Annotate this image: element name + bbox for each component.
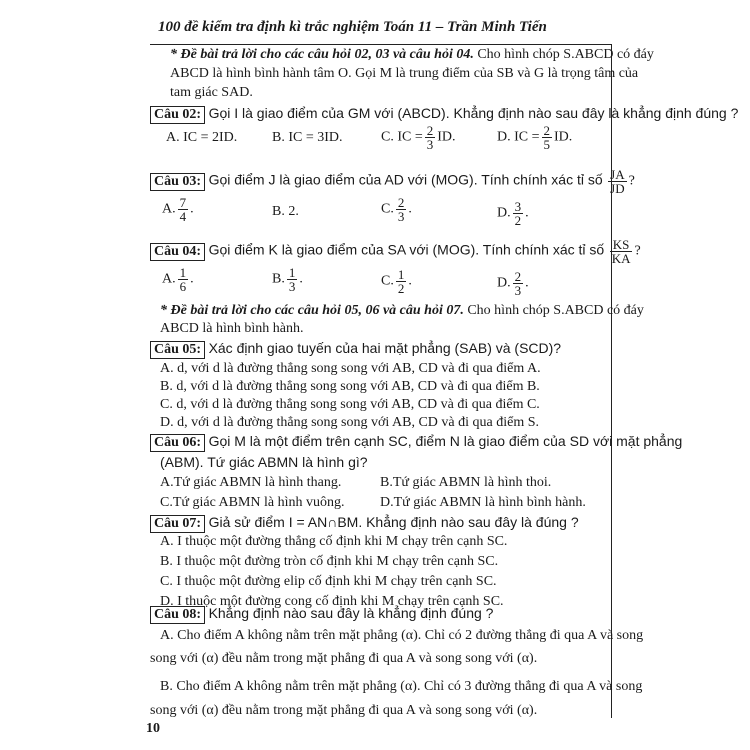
question-02-label: Câu 02: xyxy=(150,106,205,124)
q04-b-fraction xyxy=(287,266,298,293)
intro-2-text-1: Cho hình chóp S.ABCD có đáy xyxy=(467,303,644,318)
question-07 xyxy=(150,513,579,533)
q04-d-label: D. xyxy=(497,275,511,291)
q03-c-label: C. xyxy=(381,201,394,217)
question-08 xyxy=(150,604,493,624)
intro-1-text-1: Cho hình chóp S.ABCD có đáy xyxy=(477,47,654,62)
intro-2-star: * Đề bài trả lời cho các câu hỏi 05, 06 và câu hỏi 07. xyxy=(160,303,464,318)
q03-option-c: C. $\frac{2}{3}$ . xyxy=(381,195,412,224)
q03-ratio-denominator: JD xyxy=(610,181,625,196)
q02-option-d xyxy=(497,124,572,151)
q06-option-a: A.Tứ giác ABMN là hình thang. xyxy=(160,475,342,490)
q04-d-denominator: 3 xyxy=(514,283,522,298)
question-05-text: Xác định giao tuyến của hai mặt phẳng (SAB) và (SCD)? xyxy=(208,340,562,356)
page-number: 10 xyxy=(146,721,160,736)
q03-a-label: A. xyxy=(162,201,176,217)
q02-option-c xyxy=(381,124,456,151)
question-03-text: Gọi điểm J là giao điểm của AD với (MOG). Tính chính xác tỉ số xyxy=(208,171,603,188)
q07-option-d: D. I thuộc một đường cong cố định khi M chạy trên cạnh SC. xyxy=(160,594,504,609)
question-07-label: Câu 07: xyxy=(150,515,205,533)
question-05 xyxy=(150,339,561,359)
q02-c-fraction xyxy=(425,124,436,151)
question-08-label: Câu 08: xyxy=(150,606,205,624)
question-06 xyxy=(150,432,682,452)
q04-c-label: C. xyxy=(381,273,394,289)
intro-1-star: * Đề bài trả lời cho các câu hỏi 02, 03 và câu hỏi 04. xyxy=(170,47,474,62)
q03-d-numerator: 3 xyxy=(514,199,522,214)
q07-option-a: A. I thuộc một đường thẳng cố định khi M chạy trên cạnh SC. xyxy=(160,534,508,549)
q03-ratio-numerator: JA xyxy=(610,167,625,182)
q03-d-denominator: 2 xyxy=(514,213,522,228)
q04-option-a: A. $\frac{1}{6}$ . xyxy=(162,265,194,294)
question-07-text: Giả sử điểm I = AN∩BM. Khẳng định nào sau đây là đúng ? xyxy=(208,514,579,530)
q03-ratio-end: ? xyxy=(628,173,635,189)
q06-option-c: C.Tứ giác ABMN là hình vuông. xyxy=(160,495,345,510)
q06-option-b: B.Tứ giác ABMN là hình thoi. xyxy=(380,475,552,490)
question-03 xyxy=(150,168,635,195)
q03-c-numerator: 2 xyxy=(397,195,405,210)
q03-d-fraction xyxy=(513,200,524,227)
q08-option-b-line-1: B. Cho điểm A không nằm trên mặt phẳng (α). Chỉ có 3 đường thẳng đi qua A và song xyxy=(160,679,643,694)
q03-d-label: D. xyxy=(497,205,511,221)
q02-c-numerator: 2 xyxy=(426,123,434,138)
intro-1-line-1 xyxy=(170,46,654,64)
q04-d-fraction xyxy=(513,270,524,297)
q08-option-a-line-2: song với (α) đều nằm trong mặt phẳng đi qua A và song song với (α). xyxy=(150,651,538,666)
q03-option-d: D. $\frac{3}{2}$ . xyxy=(497,199,529,228)
q08-option-a-line-1: A. Cho điểm A không nằm trên mặt phẳng (α). Chỉ có 2 đường thẳng đi qua A và song xyxy=(160,628,644,643)
q06-option-d: D.Tứ giác ABMN là hình bình hành. xyxy=(380,495,586,510)
question-02 xyxy=(150,104,738,124)
q04-a-denominator: 6 xyxy=(179,279,187,294)
q04-b-numerator: 1 xyxy=(288,265,296,280)
q05-option-c: C. d, với d là đường thẳng song song với AB, CD và đi qua điểm C. xyxy=(160,397,540,412)
q04-a-fraction xyxy=(178,266,189,293)
q04-b-label: B. xyxy=(272,271,285,287)
question-05-label: Câu 05: xyxy=(150,341,205,359)
question-06-text-2: (ABM). Tứ giác ABMN là hình gì? xyxy=(160,454,368,470)
q04-a-label: A. xyxy=(162,271,176,287)
question-04-label: Câu 04: xyxy=(150,243,205,261)
q04-d-numerator: 2 xyxy=(514,269,522,284)
q02-c-denominator: 3 xyxy=(426,137,434,152)
q04-ratio-fraction xyxy=(610,238,633,265)
intro-2-line-2: ABCD là hình bình hành. xyxy=(160,321,304,336)
page-header-title: 100 đề kiểm tra định kì trắc nghiệm Toán 11 – Trần Minh Tiến xyxy=(158,19,547,35)
q02-option-b: B. IC = 3ID. xyxy=(272,130,343,145)
q04-option-d: D. $\frac{2}{3}$ . xyxy=(497,269,529,298)
question-08-text: Khẳng định nào sau đây là khẳng định đúng ? xyxy=(208,605,494,621)
q03-ratio-fraction xyxy=(608,168,626,195)
q05-option-b: B. d, với d là đường thẳng song song với AB, CD và đi qua điểm B. xyxy=(160,379,540,394)
question-06-label: Câu 06: xyxy=(150,434,205,452)
q02-d-suffix: ID. xyxy=(554,129,573,145)
q02-c-suffix: ID. xyxy=(437,129,456,145)
q08-option-b-line-2: song với (α) đều nằm trong mặt phẳng đi qua A và song song với (α). xyxy=(150,703,538,718)
q02-d-prefix: D. IC = xyxy=(497,129,540,145)
question-04-text: Gọi điểm K là giao điểm của SA với (MOG). Tính chính xác tỉ số xyxy=(208,241,605,258)
q03-option-a: A. $\frac{7}{4}$ . xyxy=(162,195,194,224)
q04-option-c: C. $\frac{1}{2}$ . xyxy=(381,267,412,296)
q02-option-a: A. IC = 2ID. xyxy=(166,130,238,145)
question-04 xyxy=(150,238,641,265)
q03-c-fraction xyxy=(396,196,407,223)
question-02-text: Gọi I là giao điểm của GM với (ABCD). Khẳng định nào sau đây là khẳng định đúng ? xyxy=(208,105,739,121)
q04-b-denominator: 3 xyxy=(288,279,296,294)
q05-option-d: D. d, với d là đường thẳng song song với AB, CD và đi qua điểm S. xyxy=(160,415,540,430)
intro-2-line-1 xyxy=(160,302,644,320)
q04-c-numerator: 1 xyxy=(397,267,405,282)
q04-ratio-end: ? xyxy=(634,243,641,259)
q04-option-b: B. $\frac{1}{3}$ . xyxy=(272,265,303,294)
q04-c-fraction xyxy=(396,268,407,295)
q05-option-a: A. d, với d là đường thẳng song song với AB, CD và đi qua điểm A. xyxy=(160,361,541,376)
q04-c-denominator: 2 xyxy=(397,281,405,296)
q02-d-numerator: 2 xyxy=(543,123,551,138)
q02-d-denominator: 5 xyxy=(543,137,551,152)
q04-a-numerator: 1 xyxy=(179,265,187,280)
q04-ratio-denominator: KA xyxy=(611,251,631,266)
right-margin-rule xyxy=(611,44,612,718)
intro-1-line-2: ABCD là hình bình hành tâm O. Gọi M là trung điểm của SB và G là trọng tâm của xyxy=(170,66,639,81)
q03-a-denominator: 4 xyxy=(179,209,187,224)
question-03-label: Câu 03: xyxy=(150,173,205,191)
q03-a-fraction xyxy=(178,196,189,223)
q02-c-prefix: C. IC = xyxy=(381,129,423,145)
q04-ratio-numerator: KS xyxy=(610,238,633,252)
q03-a-numerator: 7 xyxy=(179,195,187,210)
intro-1-line-3: tam giác SAD. xyxy=(170,85,253,100)
header-rule xyxy=(150,44,612,45)
q07-option-c: C. I thuộc một đường elip cố định khi M chạy trên cạnh SC. xyxy=(160,574,497,589)
q03-c-denominator: 3 xyxy=(397,209,405,224)
q03-option-b: B. 2. xyxy=(272,204,299,219)
q07-option-b: B. I thuộc một đường tròn cố định khi M chạy trên cạnh SC. xyxy=(160,554,499,569)
q02-d-fraction xyxy=(542,124,553,151)
question-06-text-1: Gọi M là một điểm trên cạnh SC, điểm N là giao điểm của SD với mặt phẳng xyxy=(208,433,683,449)
